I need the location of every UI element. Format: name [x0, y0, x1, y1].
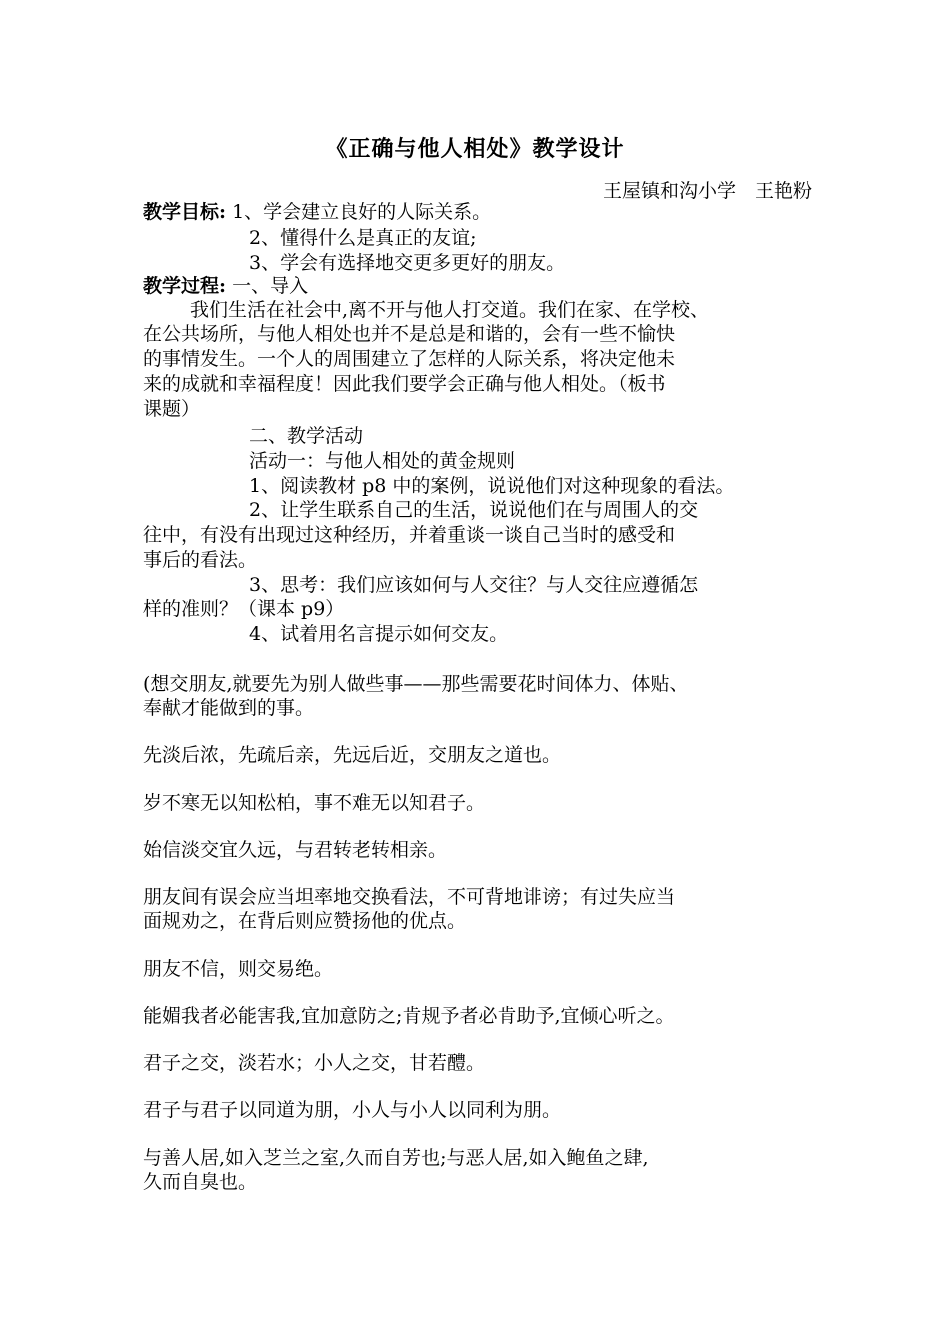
quote-line: 奉献才能做到的事。: [143, 697, 315, 719]
intro-paragraph-line: 在公共场所，与他人相处也并不是总是和谐的，会有一些不愉快: [143, 323, 676, 345]
quote-line: 岁不寒无以知松柏，事不难无以知君子。: [143, 792, 486, 814]
goal-item: 1、学会建立良好的人际关系。: [232, 201, 492, 223]
quote-line: 能媚我者必能害我,宜加意防之;肯规予者必肯助予,宜倾心听之。: [143, 1005, 675, 1027]
page-title: 《正确与他人相处》教学设计: [325, 136, 625, 162]
activity-step: 1、阅读教材 p8 中的案例，说说他们对这种现象的看法。: [249, 475, 735, 497]
goal-item: 2、懂得什么是真正的友谊;: [249, 227, 477, 249]
goals-label: 教学目标:: [143, 201, 227, 223]
activity-step-cont: 样的准则？（课本 p9）: [143, 598, 345, 620]
activity-heading: 活动一：与他人相处的黄金规则: [249, 450, 516, 472]
process-label: 教学过程:: [143, 275, 227, 297]
process-line-1: [143, 274, 308, 298]
goals-line-1: [143, 200, 491, 224]
quote-line: 君子之交，淡若水；小人之交，甘若醴。: [143, 1052, 486, 1074]
intro-paragraph-line: 我们生活在社会中,离不开与他人打交道。我们在家、在学校、: [190, 299, 710, 321]
quote-line: 与善人居,如入芝兰之室,久而自芳也;与恶人居,如入鲍鱼之肆,: [143, 1147, 649, 1169]
section-heading: 二、教学活动: [249, 425, 364, 447]
activity-step: 2、让学生联系自己的生活，说说他们在与周围人的交: [249, 499, 699, 521]
activity-step: 3、思考：我们应该如何与人交往？与人交往应遵循怎: [249, 574, 699, 596]
intro-paragraph-line: 课题）: [143, 398, 201, 420]
quote-line: 久而自臭也。: [143, 1171, 258, 1193]
quote-line: 君子与君子以同道为朋，小人与小人以同利为朋。: [143, 1099, 562, 1121]
author-line: 王屋镇和沟小学 王艳粉: [602, 180, 812, 202]
quote-line: 朋友不信，则交易绝。: [143, 958, 334, 980]
intro-paragraph-line: 来的成就和幸福程度！因此我们要学会正确与他人相处。（板书: [143, 373, 666, 395]
goal-item: 3、学会有选择地交更多更好的朋友。: [249, 252, 566, 274]
activity-step-cont: 事后的看法。: [143, 549, 258, 571]
quote-line: 朋友间有误会应当坦率地交换看法，不可背地诽谤；有过失应当: [143, 886, 676, 908]
activity-step-cont: 往中，有没有出现过这种经历，并着重谈一谈自己当时的感受和: [143, 524, 676, 546]
quote-line: (想交朋友,就要先为别人做些事——那些需要花时间体力、体贴、: [143, 673, 689, 695]
quote-line: 面规劝之，在背后则应赞扬他的优点。: [143, 910, 467, 932]
quote-line: 始信淡交宜久远，与君转老转相亲。: [143, 839, 448, 861]
activity-step: 4、试着用名言提示如何交友。: [249, 623, 509, 645]
intro-paragraph-line: 的事情发生。一个人的周围建立了怎样的人际关系，将决定他未: [143, 348, 676, 370]
quote-line: 先淡后浓，先疏后亲，先远后近，交朋友之道也。: [143, 744, 562, 766]
process-step-intro: 一、导入: [232, 275, 309, 297]
